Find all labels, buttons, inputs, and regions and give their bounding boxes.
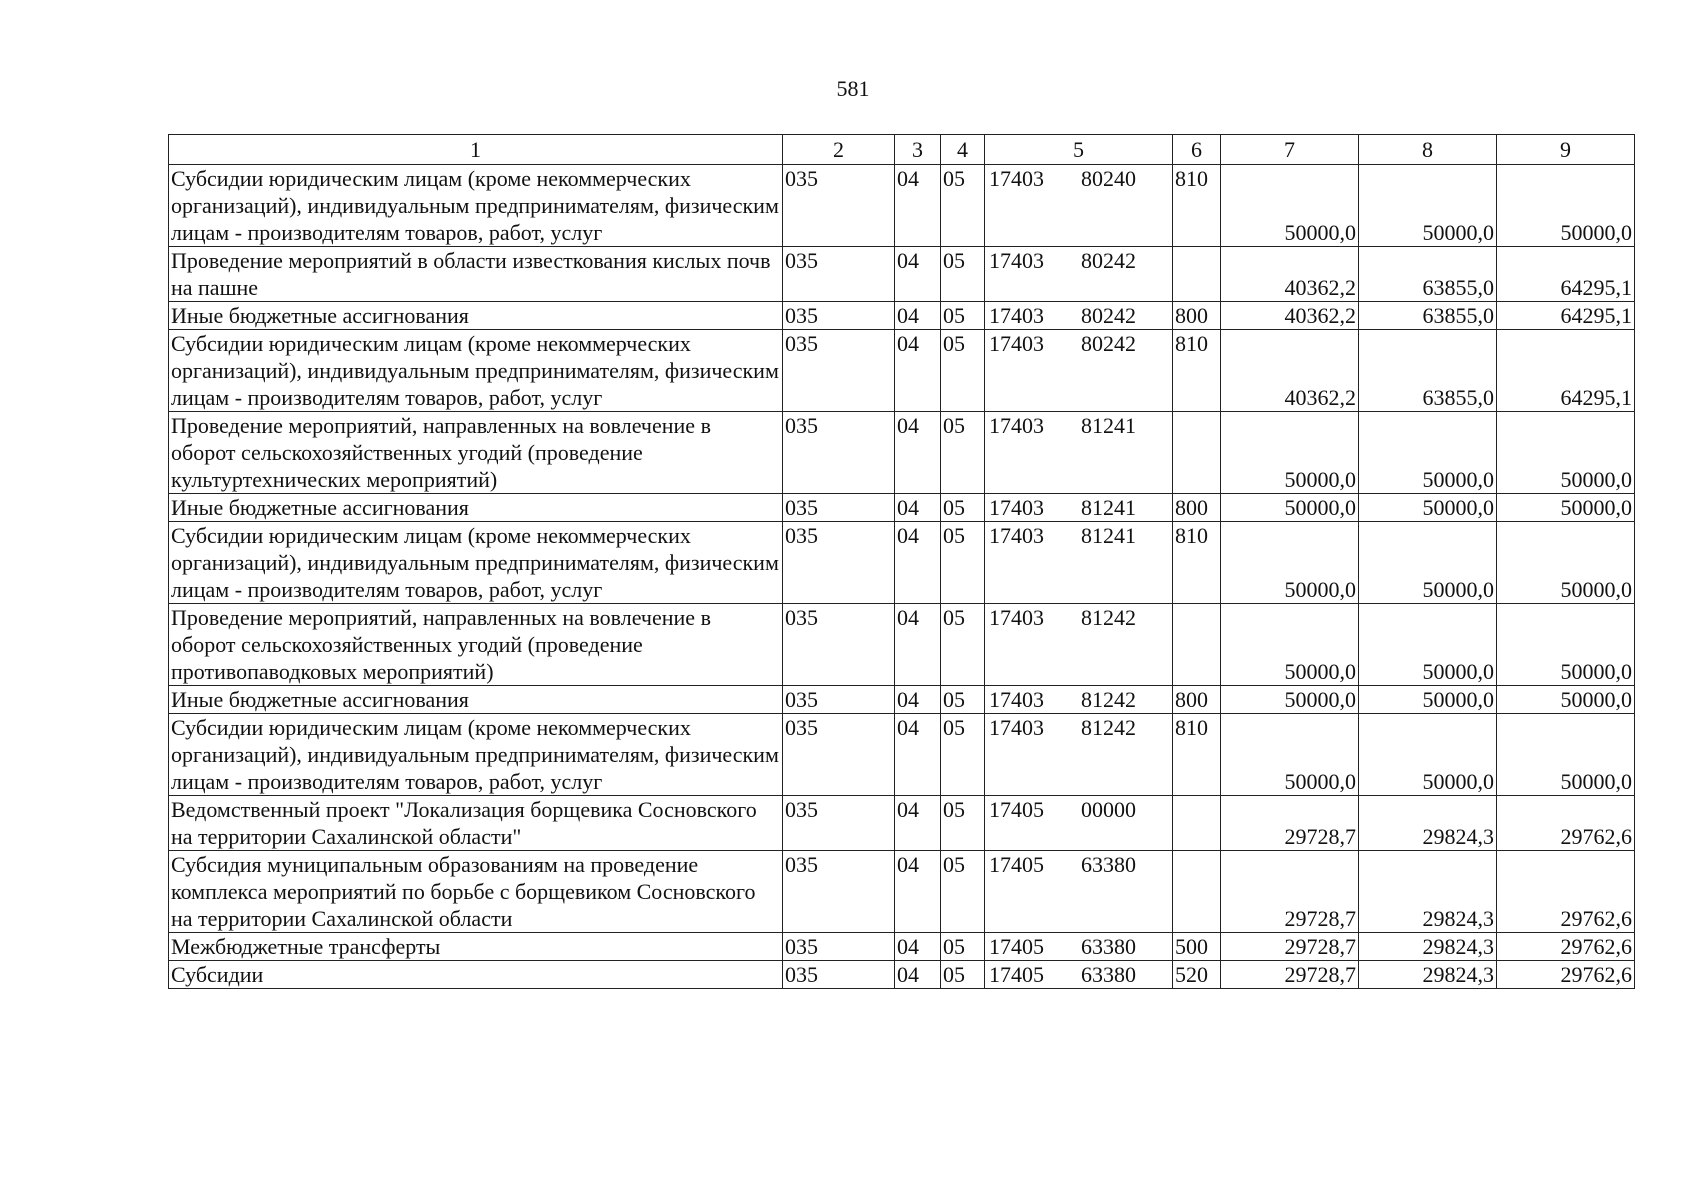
- row-code-3: 04: [895, 494, 941, 522]
- table-body: [169, 135, 1635, 989]
- row-code-5-part2: 63380: [1081, 852, 1136, 877]
- row-code-5-part2: 80242: [1081, 303, 1136, 328]
- row-value-7: 40362,2: [1221, 247, 1359, 302]
- row-code-4: 05: [941, 851, 985, 933]
- row-code-2: 035: [783, 302, 895, 330]
- row-value-7: 50000,0: [1221, 165, 1359, 247]
- row-code-5: [985, 714, 1173, 796]
- row-value-8: 29824,3: [1359, 796, 1497, 851]
- row-code-5-part2: 00000: [1081, 797, 1136, 822]
- header-cell-9: 9: [1497, 135, 1635, 165]
- page-number: 581: [836, 76, 870, 101]
- row-value-8: 50000,0: [1359, 604, 1497, 686]
- row-code-3: 04: [895, 604, 941, 686]
- row-code-2: 035: [783, 604, 895, 686]
- row-code-5: [985, 604, 1173, 686]
- row-code-6: 810: [1173, 165, 1221, 247]
- row-value-7: 29728,7: [1221, 933, 1359, 961]
- row-code-3: 04: [895, 165, 941, 247]
- row-value-7: 29728,7: [1221, 961, 1359, 989]
- row-code-5: [985, 933, 1173, 961]
- row-value-8: 50000,0: [1359, 412, 1497, 494]
- row-value-8: 50000,0: [1359, 686, 1497, 714]
- row-code-3: 04: [895, 247, 941, 302]
- row-code-6: [1173, 247, 1221, 302]
- row-value-9: 64295,1: [1497, 302, 1635, 330]
- row-code-6: 500: [1173, 933, 1221, 961]
- row-code-5-part1: 17403: [989, 166, 1044, 191]
- row-code-4: 05: [941, 247, 985, 302]
- row-code-4: 05: [941, 961, 985, 989]
- row-value-9: 29762,6: [1497, 933, 1635, 961]
- row-code-5-part1: 17405: [989, 934, 1044, 959]
- row-code-3: 04: [895, 714, 941, 796]
- row-code-5-part2: 63380: [1081, 934, 1136, 959]
- row-code-2: 035: [783, 522, 895, 604]
- row-code-5-part1: 17403: [989, 495, 1044, 520]
- table-row: [169, 330, 1635, 412]
- row-code-3: 04: [895, 330, 941, 412]
- row-code-5-part1: 17403: [989, 715, 1044, 740]
- row-name: Субсидии юридическим лицам (кроме некоммерческих организаций), индивидуальным предпринимателям, физическим лицам - производителям товаров, работ, услуг: [169, 330, 783, 412]
- row-name: Иные бюджетные ассигнования: [169, 494, 783, 522]
- row-code-2: 035: [783, 851, 895, 933]
- header-cell-4: 4: [941, 135, 985, 165]
- table-row: [169, 851, 1635, 933]
- row-code-5-part1: 17405: [989, 852, 1044, 877]
- row-code-5: [985, 330, 1173, 412]
- row-value-7: 50000,0: [1221, 604, 1359, 686]
- row-value-8: 63855,0: [1359, 247, 1497, 302]
- row-value-7: 50000,0: [1221, 522, 1359, 604]
- row-code-6: 800: [1173, 302, 1221, 330]
- row-code-5-part2: 80240: [1081, 166, 1136, 191]
- row-value-9: 64295,1: [1497, 247, 1635, 302]
- row-value-9: 50000,0: [1497, 165, 1635, 247]
- row-code-5: [985, 494, 1173, 522]
- row-code-3: 04: [895, 522, 941, 604]
- row-code-2: 035: [783, 961, 895, 989]
- row-code-2: 035: [783, 494, 895, 522]
- row-code-4: 05: [941, 933, 985, 961]
- row-name: Субсидия муниципальным образованиям на проведение комплекса мероприятий по борьбе с борщевиком Сосновского на территории Сахалинской области: [169, 851, 783, 933]
- row-code-4: 05: [941, 714, 985, 796]
- row-code-5-part2: 80242: [1081, 331, 1136, 356]
- row-value-9: 64295,1: [1497, 330, 1635, 412]
- row-name: Субсидии: [169, 961, 783, 989]
- row-name: Субсидии юридическим лицам (кроме некоммерческих организаций), индивидуальным предпринимателям, физическим лицам - производителям товаров, работ, услуг: [169, 714, 783, 796]
- row-code-2: 035: [783, 714, 895, 796]
- header-cell-3: 3: [895, 135, 941, 165]
- row-name: Межбюджетные трансферты: [169, 933, 783, 961]
- row-code-5: [985, 165, 1173, 247]
- header-cell-7: 7: [1221, 135, 1359, 165]
- row-code-5: [985, 412, 1173, 494]
- row-value-9: 29762,6: [1497, 796, 1635, 851]
- row-code-4: 05: [941, 522, 985, 604]
- row-code-6: [1173, 851, 1221, 933]
- row-code-3: 04: [895, 961, 941, 989]
- header-cell-6: 6: [1173, 135, 1221, 165]
- row-code-4: 05: [941, 494, 985, 522]
- row-code-6: 800: [1173, 494, 1221, 522]
- row-code-5: [985, 247, 1173, 302]
- row-value-7: 50000,0: [1221, 412, 1359, 494]
- row-value-8: 50000,0: [1359, 714, 1497, 796]
- table-row: [169, 302, 1635, 330]
- row-code-4: 05: [941, 796, 985, 851]
- row-code-4: 05: [941, 302, 985, 330]
- row-value-7: 29728,7: [1221, 796, 1359, 851]
- row-code-5-part1: 17403: [989, 331, 1044, 356]
- row-code-5-part2: 80242: [1081, 248, 1136, 273]
- row-code-2: 035: [783, 330, 895, 412]
- row-code-6: 800: [1173, 686, 1221, 714]
- row-name: Субсидии юридическим лицам (кроме некоммерческих организаций), индивидуальным предпринимателям, физическим лицам - производителям товаров, работ, услуг: [169, 165, 783, 247]
- row-code-5: [985, 961, 1173, 989]
- row-code-3: 04: [895, 686, 941, 714]
- table-row: [169, 604, 1635, 686]
- row-value-8: 29824,3: [1359, 851, 1497, 933]
- row-code-3: 04: [895, 851, 941, 933]
- table-row: [169, 522, 1635, 604]
- row-code-5-part1: 17405: [989, 962, 1044, 987]
- row-code-5-part1: 17403: [989, 523, 1044, 548]
- row-code-5-part2: 81242: [1081, 605, 1136, 630]
- budget-table: [168, 134, 1635, 989]
- row-code-6: 810: [1173, 522, 1221, 604]
- row-code-4: 05: [941, 165, 985, 247]
- row-value-8: 50000,0: [1359, 494, 1497, 522]
- header-cell-8: 8: [1359, 135, 1497, 165]
- row-code-2: 035: [783, 796, 895, 851]
- row-value-8: 50000,0: [1359, 165, 1497, 247]
- row-value-9: 50000,0: [1497, 412, 1635, 494]
- row-code-2: 035: [783, 933, 895, 961]
- header-cell-5: 5: [985, 135, 1173, 165]
- table-row: [169, 412, 1635, 494]
- row-code-5-part2: 81242: [1081, 687, 1136, 712]
- row-code-2: 035: [783, 412, 895, 494]
- row-code-3: 04: [895, 796, 941, 851]
- row-code-4: 05: [941, 330, 985, 412]
- row-code-5: [985, 686, 1173, 714]
- row-name: Проведение мероприятий в области известкования кислых почв на пашне: [169, 247, 783, 302]
- row-value-8: 50000,0: [1359, 522, 1497, 604]
- row-value-7: 40362,2: [1221, 302, 1359, 330]
- row-code-2: 035: [783, 165, 895, 247]
- row-value-9: 50000,0: [1497, 686, 1635, 714]
- row-value-9: 50000,0: [1497, 494, 1635, 522]
- table-row: [169, 686, 1635, 714]
- row-code-6: [1173, 604, 1221, 686]
- table-row: [169, 714, 1635, 796]
- row-code-5-part2: 81241: [1081, 523, 1136, 548]
- row-code-2: 035: [783, 247, 895, 302]
- row-name: Проведение мероприятий, направленных на вовлечение в оборот сельскохозяйственных угодий (проведение культуртехнических мероприятий): [169, 412, 783, 494]
- row-code-5: [985, 302, 1173, 330]
- row-code-5-part1: 17403: [989, 248, 1044, 273]
- row-code-5: [985, 851, 1173, 933]
- row-code-5: [985, 796, 1173, 851]
- row-code-6: 810: [1173, 330, 1221, 412]
- row-code-6: 810: [1173, 714, 1221, 796]
- table-row: [169, 933, 1635, 961]
- row-code-3: 04: [895, 412, 941, 494]
- row-value-7: 40362,2: [1221, 330, 1359, 412]
- table-row: [169, 494, 1635, 522]
- row-name: Иные бюджетные ассигнования: [169, 686, 783, 714]
- row-code-5: [985, 522, 1173, 604]
- row-value-8: 63855,0: [1359, 330, 1497, 412]
- row-value-8: 29824,3: [1359, 961, 1497, 989]
- header-row: [169, 135, 1635, 165]
- row-name: Субсидии юридическим лицам (кроме некоммерческих организаций), индивидуальным предпринимателям, физическим лицам - производителям товаров, работ, услуг: [169, 522, 783, 604]
- row-code-4: 05: [941, 604, 985, 686]
- row-value-9: 50000,0: [1497, 714, 1635, 796]
- row-value-9: 50000,0: [1497, 604, 1635, 686]
- row-value-7: 29728,7: [1221, 851, 1359, 933]
- row-code-5-part1: 17403: [989, 303, 1044, 328]
- row-code-6: [1173, 412, 1221, 494]
- row-code-6: [1173, 796, 1221, 851]
- row-code-5-part1: 17403: [989, 413, 1044, 438]
- row-value-9: 29762,6: [1497, 961, 1635, 989]
- row-value-7: 50000,0: [1221, 494, 1359, 522]
- row-value-9: 29762,6: [1497, 851, 1635, 933]
- row-value-8: 29824,3: [1359, 933, 1497, 961]
- row-code-5-part2: 63380: [1081, 962, 1136, 987]
- row-code-4: 05: [941, 412, 985, 494]
- table-row: [169, 796, 1635, 851]
- row-name: Ведомственный проект "Локализация борщевика Сосновского на территории Сахалинской области": [169, 796, 783, 851]
- row-code-3: 04: [895, 302, 941, 330]
- row-code-5-part1: 17403: [989, 687, 1044, 712]
- header-cell-1: 1: [169, 135, 783, 165]
- row-name: Иные бюджетные ассигнования: [169, 302, 783, 330]
- row-value-7: 50000,0: [1221, 714, 1359, 796]
- row-code-5-part2: 81241: [1081, 495, 1136, 520]
- row-code-2: 035: [783, 686, 895, 714]
- row-code-5-part1: 17403: [989, 605, 1044, 630]
- row-code-5-part2: 81242: [1081, 715, 1136, 740]
- row-code-3: 04: [895, 933, 941, 961]
- row-value-7: 50000,0: [1221, 686, 1359, 714]
- row-code-4: 05: [941, 686, 985, 714]
- row-value-9: 50000,0: [1497, 522, 1635, 604]
- header-cell-2: 2: [783, 135, 895, 165]
- row-code-5-part2: 81241: [1081, 413, 1136, 438]
- row-code-5-part1: 17405: [989, 797, 1044, 822]
- table-row: [169, 165, 1635, 247]
- table-row: [169, 961, 1635, 989]
- row-value-8: 63855,0: [1359, 302, 1497, 330]
- row-name: Проведение мероприятий, направленных на вовлечение в оборот сельскохозяйственных угодий (проведение противопаводковых мероприятий): [169, 604, 783, 686]
- table-row: [169, 247, 1635, 302]
- row-code-6: 520: [1173, 961, 1221, 989]
